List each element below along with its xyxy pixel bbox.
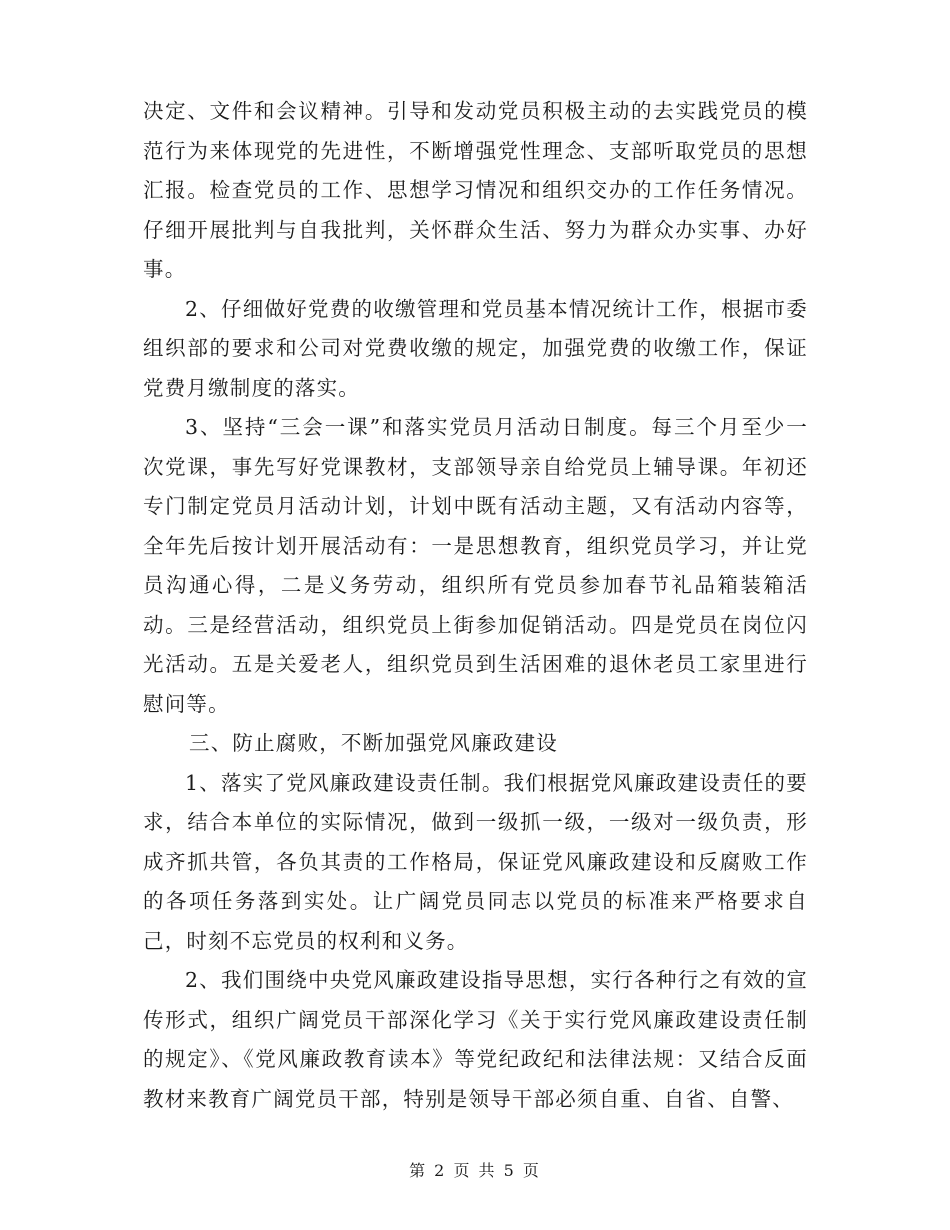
paragraph-education: 2、我们围绕中央党风廉政建设指导思想，实行各种行之有效的宣传形式，组织广阔党员干部深化学习《关于实行党风廉政建设责任制的规定》、《党风廉政教育读本》等党纪政纪和法律法规：又结合反面教材来教育广阔党员干部，特别是领导干部必须自重、自省、自警、 — [143, 968, 808, 1111]
page-number-footer: 第 2 页 共 5 页 — [409, 1161, 541, 1180]
paragraph-responsibility-system: 1、落实了党风廉政建设责任制。我们根据党风廉政建设责任的要求，结合本单位的实际情况，做到一级抓一级，一级对一级负责，形成齐抓共管，各负其责的工作格局，保证党风廉政建设和反腐败工作的各项任务落到实处。让广阔党员同志以党员的标准来严格要求自己，时刻不忘党员的权利和义务。 — [143, 770, 808, 953]
paragraph-party-fees: 2、仔细做好党费的收缴管理和党员基本情况统计工作，根据市委组织部的要求和公司对党费收缴的规定，加强党费的收缴工作，保证党费月缴制度的落实。 — [143, 296, 808, 400]
paragraph-continuation: 决定、文件和会议精神。引导和发动党员积极主动的去实践党员的模范行为来体现党的先进性，不断增强党性理念、支部听取党员的思想汇报。检查党员的工作、思想学习情况和组织交办的工作任务情况。仔细开展批判与自我批判，关怀群众生活、努力为群众办实事、办好事。 — [143, 99, 808, 281]
paragraph-three-meetings: 3、坚持“三会一课”和落实党员月活动日制度。每三个月至少一次党课，事先写好党课教材，支部领导亲自给党员上辅导课。年初还专门制定党员月活动计划，计划中既有活动主题，又有活动内容等，全年先后按计划开展活动有：一是思想教育，组织党员学习，并让党员沟通心得，二是义务劳动，组织所有党员参加春节礼品箱装箱活动。三是经营活动，组织党员上街参加促销活动。四是党员在岗位闪光活动。五是关爱老人，组织党员到生活困难的退休老员工家里进行慰问等。 — [143, 415, 808, 716]
document-body — [143, 92, 808, 1119]
section-heading-anticorruption: 三、防止腐败，不断加强党风廉政建设 — [189, 731, 558, 755]
